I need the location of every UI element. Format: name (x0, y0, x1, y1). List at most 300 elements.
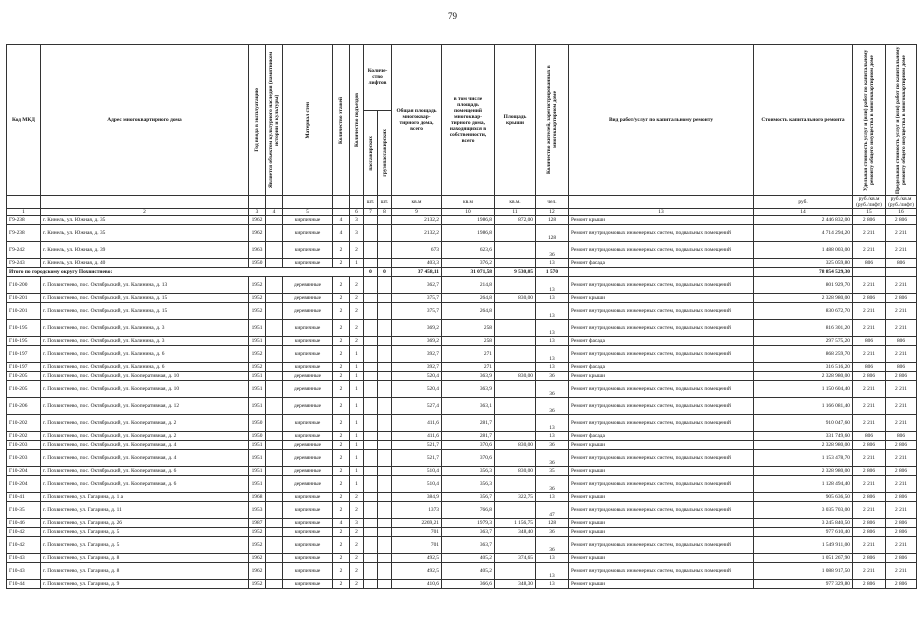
cell-code: Г10-205 (7, 372, 41, 381)
table-row (7, 476, 917, 493)
cell-floors: 2 (333, 563, 350, 580)
cell-lifts-passenger (364, 493, 378, 502)
cell-cost: 905 636,50 (754, 493, 853, 502)
cell-lifts-freight (378, 554, 392, 563)
cell-lifts-freight: 0 (378, 268, 392, 277)
cell-lifts-freight (378, 363, 392, 372)
cell-cost: 801 929,70 (754, 277, 853, 294)
cell-lifts-passenger (364, 225, 378, 242)
cell-code: Г10-43 (7, 563, 41, 580)
cell-walls: кирпичные (283, 216, 333, 225)
cell-cost: 910 047,60 (754, 415, 853, 432)
header-work: Вид работ/услуг по капитальному ремонту (569, 45, 754, 196)
table-row (7, 580, 917, 589)
cell-lifts-passenger (364, 528, 378, 537)
header-roof: Площадь крыши (495, 45, 536, 196)
cell-area-total: 410,6 (392, 580, 442, 589)
cell-roof (495, 398, 536, 415)
cell-cost: 1 153 478,70 (754, 450, 853, 467)
cell-heritage (266, 493, 283, 502)
cell-work: Ремонт крыши (569, 216, 754, 225)
cell-area-owned: 1986,8 (442, 225, 495, 242)
cell-max-cost (886, 268, 917, 277)
cell-lifts-passenger (364, 537, 378, 554)
cell-floors: 2 (333, 528, 350, 537)
cell-entrances: 2 (350, 537, 364, 554)
cell-floors: 4 (333, 225, 350, 242)
cell-unit-cost: 806 (853, 259, 886, 268)
cell-area-owned: 264,8 (442, 294, 495, 303)
cell-area-owned: 1986,8 (442, 216, 495, 225)
cell-roof (495, 415, 536, 432)
cell-walls: деревянные (283, 277, 333, 294)
cell-area-total: 527,4 (392, 398, 442, 415)
cell-year: 1951 (249, 381, 266, 398)
table-row (7, 563, 917, 580)
cell-residents: 47 (536, 502, 569, 519)
cell-entrances: 2 (350, 528, 364, 537)
cell-year: 1987 (249, 519, 266, 528)
header-residents: Количество жителей, зарегистрированных в многоквартирном доме (536, 45, 569, 196)
cell-residents: 36 (536, 476, 569, 493)
table-row (7, 519, 917, 528)
cell-roof (495, 337, 536, 346)
cell-entrances: 2 (350, 580, 364, 589)
cell-floors: 2 (333, 432, 350, 441)
cell-area-owned: 281,7 (442, 415, 495, 432)
cell-max-cost: 806 (886, 432, 917, 441)
cell-lifts-freight (378, 450, 392, 467)
table-row (7, 381, 917, 398)
cell-roof (495, 563, 536, 580)
cell-max-cost: 2 211 (886, 242, 917, 259)
cell-max-cost: 806 (886, 259, 917, 268)
cell-residents: 13 (536, 294, 569, 303)
cell-address: г. Похвистнево, ул. Гагарина, д. 26 (41, 519, 249, 528)
cell-lifts-passenger (364, 554, 378, 563)
cell-max-cost: 2 211 (886, 225, 917, 242)
cell-area-total: 701 (392, 537, 442, 554)
cell-address: г. Похвистнево, ул. Гагарина, д. 9 (41, 580, 249, 589)
cell-year: 1963 (249, 242, 266, 259)
cell-lifts-passenger (364, 294, 378, 303)
cell-unit-cost: 2 211 (853, 381, 886, 398)
cell-code: Г10-202 (7, 415, 41, 432)
table-row (7, 554, 917, 563)
cell-lifts-passenger (364, 441, 378, 450)
cell-entrances: 3 (350, 216, 364, 225)
cell-area-owned: 766,8 (442, 502, 495, 519)
cell-cost: 2 328 980,00 (754, 441, 853, 450)
cell-area-total: 384,9 (392, 493, 442, 502)
cell-lifts-freight (378, 303, 392, 320)
cell-area-owned: 214,8 (442, 277, 495, 294)
cell-roof (495, 277, 536, 294)
cell-code: Г10-42 (7, 537, 41, 554)
cell-unit-cost: 2 806 (853, 519, 886, 528)
cell-residents: 13 (536, 259, 569, 268)
table-header (7, 45, 917, 209)
cell-lifts-freight (378, 467, 392, 476)
table-row (7, 346, 917, 363)
cell-unit-cost: 2 211 (853, 277, 886, 294)
cell-unit-cost: 2 211 (853, 346, 886, 363)
cell-lifts-passenger (364, 320, 378, 337)
header-heritage: Является объектом культурного наследия (памятником истории и культуры) (266, 45, 283, 196)
cell-heritage (266, 398, 283, 415)
cell-work: Ремонт фасада (569, 432, 754, 441)
cell-area-owned: 376,2 (442, 259, 495, 268)
cell-heritage (266, 519, 283, 528)
cell-max-cost: 2 211 (886, 563, 917, 580)
cell-heritage (266, 225, 283, 242)
cell-area-total: 369,2 (392, 320, 442, 337)
cell-lifts-freight (378, 528, 392, 537)
table-row (7, 337, 917, 346)
cell-walls: кирпичные (283, 554, 333, 563)
cell-cost: 816 301,20 (754, 320, 853, 337)
table-row (7, 294, 917, 303)
cell-area-owned: 1979,3 (442, 519, 495, 528)
cell-year: 1951 (249, 398, 266, 415)
cell-roof: 872,00 (495, 216, 536, 225)
cell-lifts-freight (378, 381, 392, 398)
cell-cost: 1 488 003,00 (754, 242, 853, 259)
cell-entrances: 2 (350, 294, 364, 303)
column-numbers-row: 1 2 3 4 5 6 7 8 9 10 11 12 13 14 15 16 (7, 209, 917, 216)
cell-walls: деревянные (283, 294, 333, 303)
cell-unit-cost: 2 211 (853, 537, 886, 554)
table-row (7, 450, 917, 467)
cell-address: г. Похвистнево, пос. Октябрьский, ул. Кооперативная, д. 2 (41, 432, 249, 441)
cell-entrances: 1 (350, 415, 364, 432)
cell-entrances: 2 (350, 554, 364, 563)
table-row (7, 441, 917, 450)
cell-roof (495, 502, 536, 519)
cell-entrances: 2 (350, 502, 364, 519)
cell-residents: 13 (536, 580, 569, 589)
cell-lifts-freight (378, 372, 392, 381)
cell-code: Г10-195 (7, 337, 41, 346)
cell-area-owned: 366,6 (442, 580, 495, 589)
cell-address: г. Похвистнево, ул. Гагарина, д. 8 (41, 554, 249, 563)
cell-work: Ремонт крыши (569, 580, 754, 589)
cell-heritage (266, 277, 283, 294)
cell-area-owned: 623,6 (442, 242, 495, 259)
header-area-owned: в том числе площадь помещений многоквар- тирного дома, находящихся в собственности, всего (442, 45, 495, 196)
cell-area-owned: 405,2 (442, 554, 495, 563)
cell-walls: деревянные (283, 476, 333, 493)
cell-roof: 9 530,05 (495, 268, 536, 277)
cell-unit-cost: 2 211 (853, 502, 886, 519)
cell-area-total: 520,4 (392, 372, 442, 381)
cell-area-total: 2269,21 (392, 519, 442, 528)
cell-unit-cost: 2 211 (853, 450, 886, 467)
cell-residents: 13 (536, 277, 569, 294)
cell-walls: кирпичные (283, 415, 333, 432)
cell-work (569, 268, 754, 277)
cell-heritage (266, 467, 283, 476)
table-row (7, 493, 917, 502)
cell-unit-cost: 2 211 (853, 415, 886, 432)
cell-residents: 13 (536, 363, 569, 372)
cell-residents: 36 (536, 398, 569, 415)
cell-residents: 13 (536, 320, 569, 337)
cell-work: Ремонт внутридомовых инженерных систем, подвальных помещений (569, 476, 754, 493)
cell-code: Г9-238 (7, 225, 41, 242)
cell-walls: кирпичные (283, 580, 333, 589)
cell-area-owned: 363,1 (442, 398, 495, 415)
cell-floors: 2 (333, 476, 350, 493)
cell-max-cost: 2 806 (886, 372, 917, 381)
cell-entrances: 2 (350, 277, 364, 294)
cell-year: 1951 (249, 372, 266, 381)
cell-unit-cost: 2 806 (853, 216, 886, 225)
units-row: шт. шт. кв.м кв.м кв.м. чел. руб. руб./кв.м (руб./лифт) руб./кв.м (руб./лифт) (7, 196, 917, 209)
cell-unit-cost: 2 806 (853, 554, 886, 563)
cell-work: Ремонт внутридомовых инженерных систем, подвальных помещений (569, 381, 754, 398)
cell-area-total: 510,4 (392, 476, 442, 493)
table-row (7, 528, 917, 537)
cell-residents: 13 (536, 346, 569, 363)
header-lifts-freight: грузопассажирских (378, 110, 392, 195)
table-row (7, 277, 917, 294)
cell-walls: кирпичные (283, 259, 333, 268)
cell-address: г. Кинель, ул. Южная, д. 39 (41, 242, 249, 259)
cell-lifts-passenger (364, 450, 378, 467)
cell-area-total: 392,7 (392, 363, 442, 372)
cell-heritage (266, 346, 283, 363)
cell-floors: 2 (333, 450, 350, 467)
cell-address: г. Похвистнево, пос. Октябрьский, ул. Кооперативная, д. 2 (41, 415, 249, 432)
cell-walls: кирпичные (283, 502, 333, 519)
cell-work: Ремонт крыши (569, 554, 754, 563)
cell-lifts-passenger (364, 467, 378, 476)
header-lifts-passenger: пассажирских (364, 110, 378, 195)
cell-floors: 2 (333, 441, 350, 450)
cell-area-total: 37 458,11 (392, 268, 442, 277)
total-row (7, 268, 917, 277)
header-year: Год ввода в эксплуатацию (249, 45, 266, 196)
cell-unit-cost: 2 806 (853, 528, 886, 537)
cell-walls: деревянные (283, 441, 333, 450)
cell-unit-cost: 806 (853, 432, 886, 441)
cell-unit-cost: 806 (853, 337, 886, 346)
cell-unit-cost: 2 211 (853, 320, 886, 337)
cell-code: Г10-197 (7, 363, 41, 372)
cell-lifts-freight (378, 225, 392, 242)
cell-lifts-freight (378, 580, 392, 589)
cell-area-owned: 271 (442, 363, 495, 372)
cell-year: 1950 (249, 432, 266, 441)
cell-area-owned: 271 (442, 346, 495, 363)
cell-entrances: 1 (350, 467, 364, 476)
cell-year: 1951 (249, 467, 266, 476)
cell-cost: 331 749,60 (754, 432, 853, 441)
cell-floors: 2 (333, 320, 350, 337)
cell-residents: 13 (536, 303, 569, 320)
cell-floors: 4 (333, 216, 350, 225)
cell-work: Ремонт крыши (569, 294, 754, 303)
cell-max-cost: 2 806 (886, 216, 917, 225)
cell-walls: кирпичные (283, 320, 333, 337)
cell-unit-cost: 2 211 (853, 242, 886, 259)
cell-roof (495, 381, 536, 398)
cell-area-total: 411,6 (392, 432, 442, 441)
cell-area-total: 362,7 (392, 277, 442, 294)
cell-floors: 2 (333, 277, 350, 294)
cell-lifts-freight (378, 337, 392, 346)
cell-area-owned: 370,6 (442, 450, 495, 467)
cell-entrances: 1 (350, 432, 364, 441)
cell-year: 1962 (249, 554, 266, 563)
cell-code: Г10-43 (7, 554, 41, 563)
table-row (7, 537, 917, 554)
cell-max-cost: 2 211 (886, 320, 917, 337)
cell-cost: 2 446 832,00 (754, 216, 853, 225)
cell-walls: кирпичные (283, 537, 333, 554)
cell-area-owned: 281,7 (442, 432, 495, 441)
cell-walls: деревянные (283, 372, 333, 381)
cell-lifts-passenger (364, 398, 378, 415)
cell-roof: 830,00 (495, 294, 536, 303)
cell-heritage (266, 216, 283, 225)
cell-lifts-freight (378, 415, 392, 432)
cell-max-cost: 2 211 (886, 277, 917, 294)
cell-year: 1962 (249, 216, 266, 225)
cell-year: 1952 (249, 346, 266, 363)
cell-code: Г10-202 (7, 432, 41, 441)
table-row (7, 242, 917, 259)
cell-area-total: 521,7 (392, 441, 442, 450)
cell-walls: кирпичные (283, 528, 333, 537)
cell-unit-cost (853, 268, 886, 277)
cell-area-total: 510,4 (392, 467, 442, 476)
cell-code: Г9-242 (7, 242, 41, 259)
cell-heritage (266, 432, 283, 441)
cell-residents: 36 (536, 450, 569, 467)
cell-cost: 1 166 081,40 (754, 398, 853, 415)
cell-floors: 2 (333, 259, 350, 268)
cell-area-total: 701 (392, 528, 442, 537)
cell-work: Ремонт внутридомовых инженерных систем, подвальных помещений (569, 225, 754, 242)
cell-address: г. Похвистнево, пос. Октябрьский, ул. Кооперативная, д. 10 (41, 372, 249, 381)
header-area-total: Общая площадь многоквар- тирного дома, всего (392, 45, 442, 196)
cell-heritage (266, 537, 283, 554)
cell-residents: 35 (536, 467, 569, 476)
cell-cost: 868 259,70 (754, 346, 853, 363)
cell-work: Ремонт внутридомовых инженерных систем, подвальных помещений (569, 346, 754, 363)
cell-area-owned: 363,9 (442, 381, 495, 398)
cell-entrances: 1 (350, 363, 364, 372)
cell-walls: деревянные (283, 467, 333, 476)
cell-area-total: 411,6 (392, 415, 442, 432)
cell-roof: 348,40 (495, 528, 536, 537)
cell-work: Ремонт внутридомовых инженерных систем, подвальных помещений (569, 303, 754, 320)
table-row (7, 303, 917, 320)
cell-code: Г10-206 (7, 398, 41, 415)
cell-area-owned: 356,3 (442, 476, 495, 493)
cell-area-owned: 405,2 (442, 563, 495, 580)
cell-area-total: 492,5 (392, 563, 442, 580)
cell-roof: 830,00 (495, 372, 536, 381)
cell-area-owned: 258 (442, 337, 495, 346)
cell-cost: 3 035 703,00 (754, 502, 853, 519)
cell-max-cost: 2 211 (886, 346, 917, 363)
cell-max-cost: 2 211 (886, 398, 917, 415)
cell-cost: 297 575,20 (754, 337, 853, 346)
cell-lifts-freight (378, 441, 392, 450)
cell-heritage (266, 563, 283, 580)
cell-floors: 2 (333, 467, 350, 476)
cell-floors: 2 (333, 580, 350, 589)
cell-year: 1952 (249, 363, 266, 372)
cell-lifts-freight (378, 277, 392, 294)
header-entrances: Количество подъездов (350, 45, 364, 196)
cell-residents: 13 (536, 563, 569, 580)
cell-lifts-passenger (364, 259, 378, 268)
cell-heritage (266, 242, 283, 259)
header-address: Адрес многоквартирного дома (41, 45, 249, 196)
cell-cost: 316 516,20 (754, 363, 853, 372)
cell-address: г. Похвистнево, ул. Гагарина, д. 8 (41, 563, 249, 580)
cell-lifts-freight (378, 320, 392, 337)
cell-year: 1952 (249, 537, 266, 554)
cell-lifts-passenger: 0 (364, 268, 378, 277)
cell-residents: 128 (536, 519, 569, 528)
cell-heritage (266, 294, 283, 303)
cell-roof: 830,00 (495, 441, 536, 450)
cell-address: г. Похвистнево, пос. Октябрьский, ул. Калинина, д. 15 (41, 303, 249, 320)
cell-work: Ремонт внутридомовых инженерных систем, подвальных помещений (569, 320, 754, 337)
cell-residents: 13 (536, 493, 569, 502)
cell-cost: 1 128 494,40 (754, 476, 853, 493)
cell-address: г. Похвистнево, пос. Октябрьский, ул. Кооперативная, д. 10 (41, 381, 249, 398)
cell-floors: 2 (333, 303, 350, 320)
cell-work: Ремонт крыши (569, 372, 754, 381)
cell-area-owned: 363,7 (442, 537, 495, 554)
cell-work: Ремонт внутридомовых инженерных систем, подвальных помещений (569, 563, 754, 580)
cell-entrances: 1 (350, 372, 364, 381)
cell-area-owned: 356,3 (442, 467, 495, 476)
cell-lifts-freight (378, 519, 392, 528)
cell-year: 1951 (249, 441, 266, 450)
cell-heritage (266, 476, 283, 493)
cell-heritage (266, 580, 283, 589)
cell-max-cost: 806 (886, 337, 917, 346)
cell-address: г. Кинель, ул. Южная, д. 35 (41, 216, 249, 225)
cell-code: Г10-42 (7, 528, 41, 537)
cell-code: Г9-243 (7, 259, 41, 268)
cell-heritage (266, 554, 283, 563)
cell-roof: 348,30 (495, 580, 536, 589)
cell-work: Ремонт внутридомовых инженерных систем, подвальных помещений (569, 537, 754, 554)
cell-cost: 1 549 911,00 (754, 537, 853, 554)
cell-heritage (266, 337, 283, 346)
cell-lifts-passenger (364, 363, 378, 372)
cell-roof: 374,65 (495, 554, 536, 563)
cell-address: г. Похвистнево, пос. Октябрьский, ул. Кооперативная, д. 6 (41, 476, 249, 493)
header-code: Код МКД (7, 45, 41, 196)
cell-floors: 2 (333, 294, 350, 303)
table-row (7, 467, 917, 476)
cell-entrances: 1 (350, 450, 364, 467)
cell-walls: деревянные (283, 381, 333, 398)
cell-roof (495, 363, 536, 372)
total-label: Итого по городскому округу Похвистнево: (7, 268, 364, 277)
cell-lifts-freight (378, 432, 392, 441)
cell-address: г. Похвистнево, пос. Октябрьский, ул. Калинина, д. 3 (41, 320, 249, 337)
